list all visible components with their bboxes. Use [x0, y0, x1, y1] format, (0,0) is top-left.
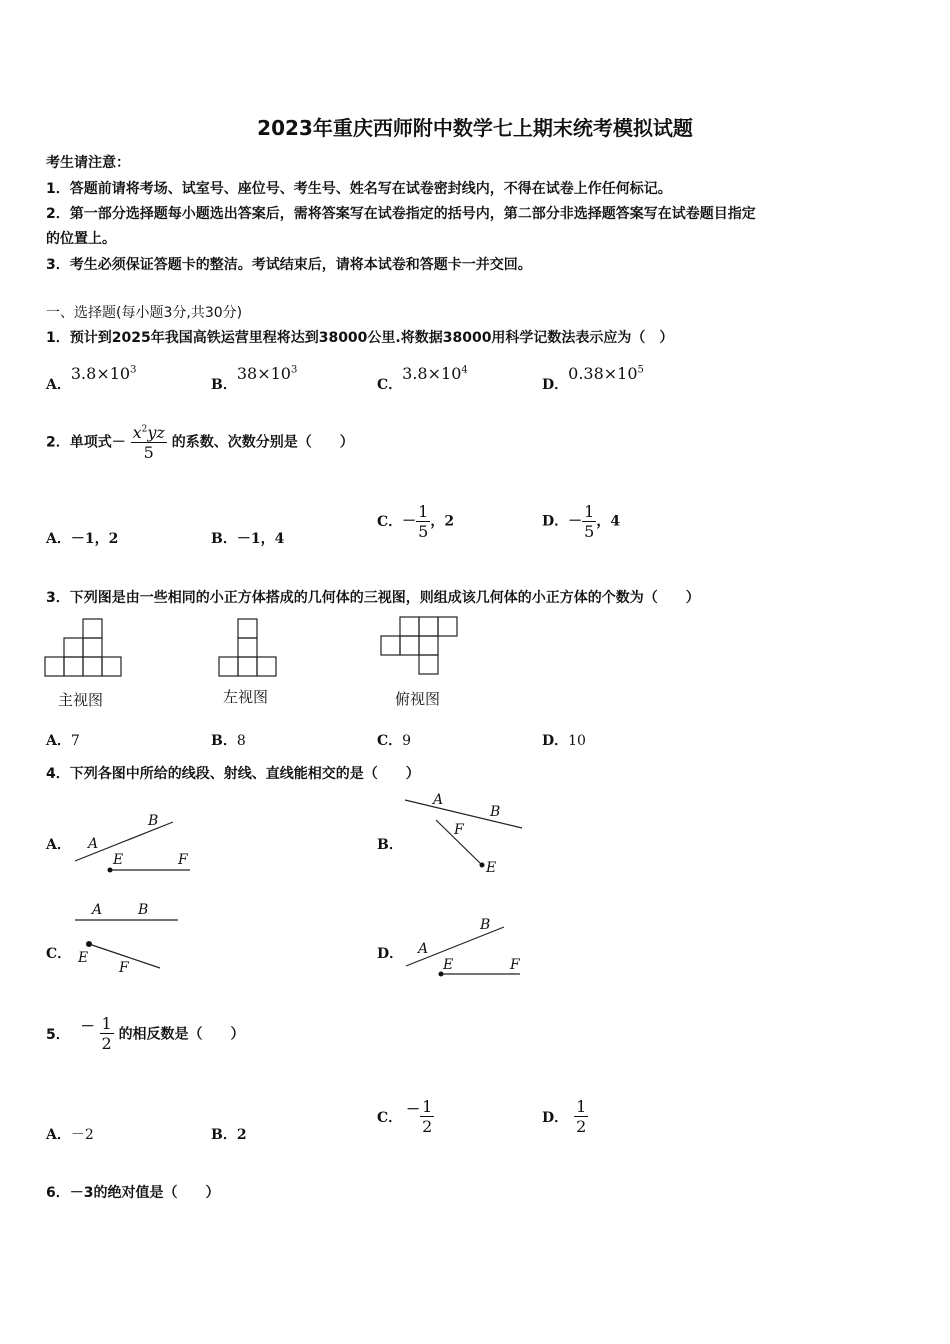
q5-option-c-num: 1 — [422, 1097, 433, 1116]
q4-figure-d[interactable] — [400, 913, 530, 983]
q5-option-c-label: C． — [377, 1109, 403, 1126]
q5-sign: － — [80, 1018, 95, 1035]
fig-b-label-f: F — [454, 822, 464, 838]
q1-option-d-base: 0.38×10 — [568, 364, 638, 383]
q2-option-b[interactable] — [211, 528, 284, 548]
fig-b-label-e: E — [486, 860, 497, 876]
q1-option-c-label: C． — [377, 377, 403, 393]
q5-number: 5． — [46, 1026, 70, 1043]
q2-frac-den: 5 — [131, 442, 167, 462]
q3-option-a[interactable] — [46, 730, 80, 750]
q5-option-d-fraction — [574, 1097, 588, 1136]
q5-option-c-den: 2 — [422, 1117, 433, 1136]
q2-prefix: 2．单项式－ — [46, 434, 126, 451]
q2-option-d-label: D． — [542, 513, 569, 530]
q3-option-c[interactable] — [377, 730, 411, 750]
q4-option-b-label[interactable]: B． — [377, 837, 403, 853]
q5-option-b[interactable] — [211, 1124, 247, 1144]
q5-option-a-text: －2 — [70, 1127, 94, 1143]
q4-stem: 4．下列各图中所给的线段、射线、直线能相交的是（ ） — [46, 766, 420, 782]
q2-option-d-fraction — [582, 502, 596, 541]
caption-front-view: 主视图 — [58, 691, 104, 709]
q1-option-d-exp: 5 — [637, 364, 644, 376]
q6-stem: 6．－3的绝对值是（ ） — [46, 1185, 220, 1201]
q4-option-c-label[interactable]: C． — [46, 946, 72, 962]
q2-option-c-num: 1 — [418, 502, 429, 521]
q1-stem: 1．预计到2025年我国高铁运营里程将达到38000公里.将数据38000用科学记数法表示应为（ ） — [46, 330, 674, 346]
q2-option-b-text: －1，4 — [236, 531, 285, 547]
q1-option-b-base: 38×10 — [236, 364, 291, 383]
q3-option-b-label: B． — [211, 733, 237, 749]
q5-option-d-num: 1 — [576, 1097, 587, 1116]
q2-option-d-num: 1 — [584, 502, 595, 521]
q1-option-b-exp: 3 — [290, 364, 298, 376]
front-view — [45, 619, 121, 676]
q2-option-d[interactable] — [542, 502, 620, 541]
q5-option-c-fraction — [420, 1097, 434, 1136]
q5-stem — [46, 1014, 245, 1053]
q5-fraction — [100, 1014, 114, 1053]
q5-option-c[interactable] — [377, 1097, 434, 1136]
q5-option-b-text: 2 — [236, 1127, 247, 1143]
q1-option-a-label: A． — [46, 377, 71, 393]
left-view — [219, 619, 276, 676]
q3-option-d[interactable] — [542, 730, 586, 750]
q5-num: 1 — [101, 1014, 112, 1033]
q1-option-c[interactable] — [377, 364, 468, 393]
q1-option-b-label: B． — [211, 377, 237, 393]
q5-option-b-label: B． — [211, 1127, 237, 1143]
q5-option-a[interactable] — [46, 1124, 94, 1144]
caption-top-view: 俯视图 — [395, 690, 441, 708]
q2-suffix: 的系数、次数分别是（ ） — [171, 434, 354, 451]
fig-d-label-f: F — [510, 957, 520, 973]
q1-option-b[interactable] — [211, 364, 298, 393]
q3-option-d-label: D． — [542, 733, 569, 749]
q1-option-a-exp: 3 — [130, 364, 137, 376]
q4-option-d-label[interactable]: D． — [377, 946, 404, 962]
notice-item-2: 2．第一部分选择题每小题选出答案后，需将答案写在试卷指定的括号内，第二部分非选择题答案写在试卷题目指定 — [46, 206, 756, 222]
q3-option-b[interactable] — [211, 730, 246, 750]
q5-option-d-label: D． — [542, 1109, 569, 1126]
fig-a-label-f: F — [178, 852, 188, 868]
fig-b-label-a: A — [433, 792, 444, 808]
q2-option-c-fraction — [416, 502, 430, 541]
fig-d-label-e: E — [443, 957, 454, 973]
q2-option-c[interactable] — [377, 502, 454, 541]
fig-d-label-b: B — [480, 917, 491, 933]
section-heading: 一、选择题(每小题3分,共30分) — [46, 305, 243, 321]
q2-stem — [46, 423, 354, 462]
fig-d-label-a: A — [418, 941, 429, 957]
q5-option-c-sign: － — [406, 1101, 421, 1118]
q3-option-d-text: 10 — [568, 733, 586, 749]
q1-option-d[interactable] — [542, 364, 644, 393]
q5-suffix: 的相反数是（ ） — [118, 1026, 245, 1043]
q1-option-a[interactable] — [46, 364, 137, 393]
notice-heading: 考生请注意： — [46, 155, 130, 171]
q3-three-views — [40, 615, 480, 685]
fig-a-label-b: B — [148, 813, 159, 829]
q3-option-b-text: 8 — [236, 733, 246, 749]
q3-option-a-text: 7 — [70, 733, 80, 749]
q1-option-a-base: 3.8×10 — [70, 364, 131, 383]
q2-option-a[interactable] — [46, 528, 118, 548]
caption-left-view: 左视图 — [223, 688, 269, 706]
q4-option-a-label[interactable]: A． — [46, 837, 71, 853]
q2-option-d-den: 5 — [584, 522, 595, 541]
notice-item-3: 3．考生必须保证答题卡的整洁。考试结束后，请将本试卷和答题卡一并交回。 — [46, 257, 532, 273]
notice-item-2-cont: 的位置上。 — [46, 231, 116, 247]
notice-item-1: 1．答题前请将考场、试室号、座位号、考生号、姓名写在试卷密封线内，不得在试卷上作任何标记。 — [46, 181, 672, 197]
q2-option-a-label: A． — [46, 531, 71, 547]
q1-option-d-label: D． — [542, 377, 569, 393]
q2-option-d-rest: ，4 — [596, 513, 621, 530]
q2-option-a-text: －1，2 — [70, 531, 119, 547]
fig-c-label-e: E — [78, 950, 89, 966]
q2-frac-x: x — [132, 423, 142, 442]
q3-option-c-text: 9 — [402, 733, 412, 749]
fig-b-label-b: B — [490, 804, 501, 820]
fig-a-label-a: A — [88, 836, 99, 852]
q2-frac-exp: 2 — [141, 424, 148, 435]
q5-option-d-den: 2 — [576, 1117, 587, 1136]
q2-frac-rest: yz — [147, 423, 165, 442]
fig-a-label-e: E — [113, 852, 124, 868]
q1-option-c-base: 3.8×10 — [402, 364, 462, 383]
q2-fraction — [131, 423, 167, 462]
fig-c-label-f: F — [119, 960, 129, 976]
q5-option-d[interactable] — [542, 1097, 588, 1136]
q2-option-c-sign: － — [402, 513, 417, 530]
page-title: 2023年重庆西师附中数学七上期末统考模拟试题 — [257, 116, 693, 140]
q4-figure-c[interactable] — [70, 896, 190, 981]
q2-option-b-label: B． — [211, 531, 237, 547]
q5-den: 2 — [101, 1034, 112, 1053]
q2-option-c-rest: ，2 — [430, 513, 455, 530]
q1-option-c-exp: 4 — [461, 364, 468, 376]
q2-option-d-sign: － — [568, 513, 583, 530]
q5-option-a-label: A． — [46, 1127, 71, 1143]
q2-option-c-den: 5 — [418, 522, 429, 541]
q3-option-c-label: C． — [377, 733, 403, 749]
q3-stem: 3．下列图是由一些相同的小正方体搭成的几何体的三视图，则组成该几何体的小正方体的个数为（ ） — [46, 590, 700, 606]
q4-figure-a[interactable] — [70, 808, 200, 878]
fig-c-label-b: B — [138, 902, 149, 918]
top-view — [381, 617, 457, 674]
fig-c-label-a: A — [92, 902, 103, 918]
q4-figure-b[interactable] — [400, 790, 530, 880]
q2-option-c-label: C． — [377, 513, 403, 530]
q3-option-a-label: A． — [46, 733, 71, 749]
